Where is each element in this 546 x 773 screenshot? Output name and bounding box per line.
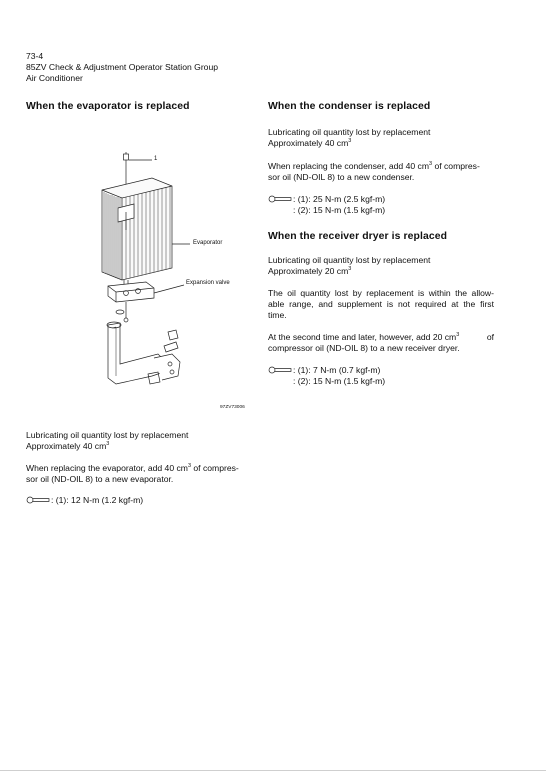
receiver-p1-line3: time. (268, 310, 287, 320)
evaporator-oil-lost (26, 430, 188, 452)
evaporator-torque-1: : (1): 12 N-m (1.2 kgf-m) (51, 495, 144, 505)
receiver-oil-lost (268, 255, 430, 277)
receiver-oil-lost-line1: Lubricating oil quantity lost by replacement (268, 255, 431, 265)
evaporator-heading: When the evaporator is replaced (26, 101, 190, 112)
condenser-add-oil (268, 161, 480, 183)
condenser-oil-lost (268, 127, 430, 149)
condenser-add-line2: sor oil (ND-OIL 8) to a new condenser. (268, 172, 415, 182)
torque-wrench-icon (268, 366, 293, 374)
receiver-p2-line2: compressor oil (ND-OIL 8) to a new receiver dryer. (268, 343, 460, 353)
receiver-torque-2: : (2): 15 N-m (1.5 kgf-m) (293, 376, 386, 386)
torque-wrench-icon (26, 496, 51, 504)
receiver-torque (268, 365, 385, 387)
figure-code: 97ZV73006 (220, 405, 245, 410)
evaporator-torque (26, 495, 143, 506)
torque-wrench-icon (268, 195, 293, 203)
condenser-add-line1-a: When replacing the condenser, add 40 cm (268, 161, 429, 171)
receiver-oil-lost-sup: 3 (348, 266, 352, 272)
receiver-oil-lost-line2: Approximately 20 cm (268, 266, 349, 276)
receiver-p2-line1-a: At the second time and later, however, add 20 cm (268, 332, 457, 342)
evaporator-add-line1-sup: 3 (187, 463, 192, 469)
evaporator-oil-lost-sup: 3 (106, 441, 110, 447)
condenser-oil-lost-line2: Approximately 40 cm (268, 138, 349, 148)
evaporator-diagram (90, 150, 260, 415)
page-number: 73-4 (26, 51, 44, 61)
evaporator-oil-lost-line1: Lubricating oil quantity lost by replacement (26, 430, 189, 440)
receiver-paragraph-1 (268, 288, 494, 321)
evaporator-add-line2: sor oil (ND-OIL 8) to a new evaporator. (26, 474, 174, 484)
condenser-torque-1: : (1): 25 N-m (2.5 kgf-m) (293, 194, 386, 204)
evaporator-add-line1-b: of compres- (191, 463, 239, 473)
condenser-add-line1-sup: 3 (429, 161, 433, 167)
page-header (26, 51, 218, 84)
label-1: 1 (154, 156, 158, 162)
condenser-oil-lost-line1: Lubricating oil quantity lost by replacement (268, 127, 431, 137)
condenser-torque-2: : (2): 15 N-m (1.5 kgf-m) (293, 205, 386, 215)
page-bottom-divider (0, 770, 546, 771)
evaporator-add-line1-a: When replacing the evaporator, add 40 cm (26, 463, 188, 473)
condenser-heading: When the condenser is replaced (268, 101, 431, 112)
receiver-p2-line1-b: of (486, 332, 494, 342)
receiver-p2-line1-sup: 3 (456, 332, 460, 338)
label-expansion-valve: Expansion valve (186, 280, 230, 286)
label-evaporator: Evaporator (193, 240, 223, 246)
receiver-torque-1: : (1): 7 N-m (0.7 kgf-m) (293, 365, 381, 375)
receiver-p1-line2: able range, and supplement is not required at the first (268, 299, 494, 309)
section-title: 85ZV Check & Adjustment Operator Station Group (26, 62, 219, 72)
receiver-paragraph-2 (268, 332, 494, 354)
condenser-torque (268, 194, 385, 216)
evaporator-oil-lost-line2: Approximately 40 cm (26, 441, 107, 451)
condenser-oil-lost-sup: 3 (348, 138, 352, 144)
condenser-add-line1-b: of compres- (432, 161, 480, 171)
evaporator-add-oil (26, 463, 239, 485)
receiver-p1-line1: The oil quantity lost by replacement is within the allow- (268, 288, 494, 298)
subsection-title: Air Conditioner (26, 73, 83, 83)
evaporator-figure (90, 150, 260, 415)
receiver-dryer-heading: When the receiver dryer is replaced (268, 231, 448, 242)
